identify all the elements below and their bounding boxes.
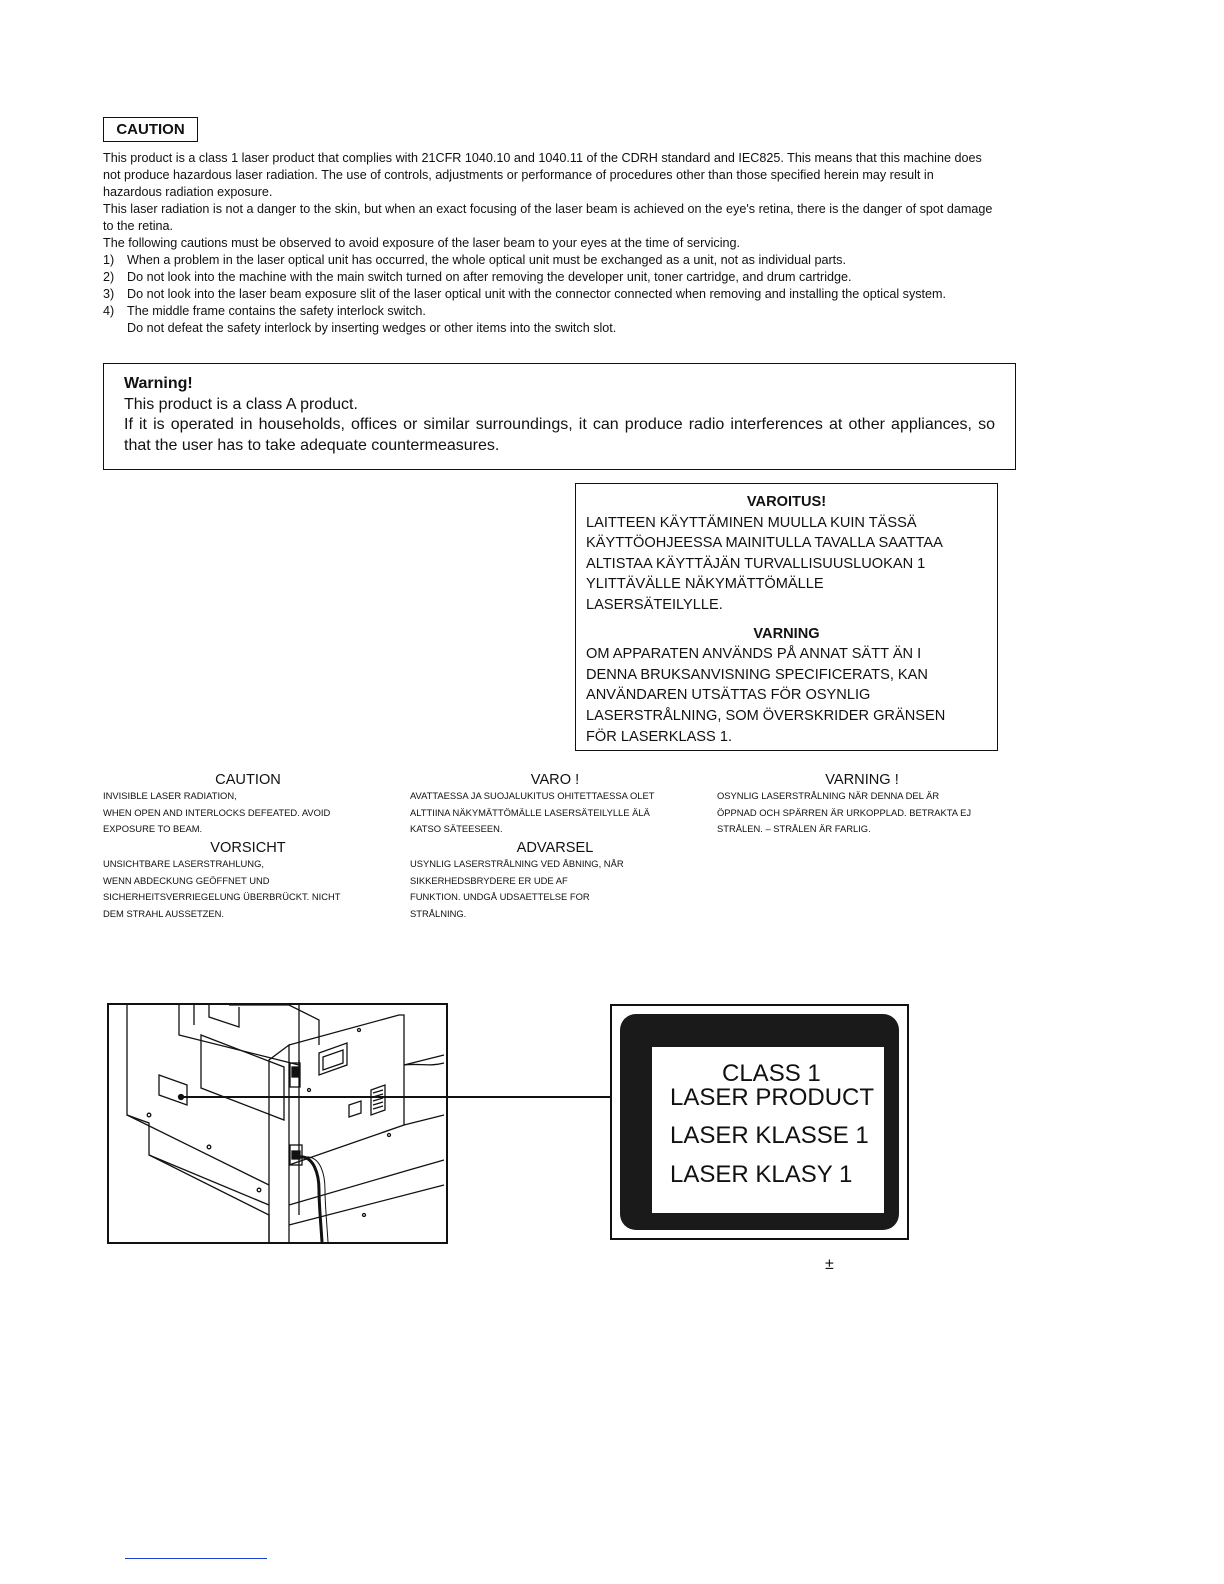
- label-line: DEM STRAHL AUSSETZEN.: [103, 907, 225, 919]
- intro-paragraph-3: The following cautions must be observed to avoid exposure of the laser beam to your eyes at the time of servicing.: [103, 236, 741, 250]
- varoitus-line: YLITTÄVÄLLE NÄKYMÄTTÖMÄLLE: [586, 576, 824, 593]
- list-item: [103, 286, 995, 303]
- label-line: EXPOSURE TO BEAM.: [103, 823, 203, 834]
- intro-paragraph-2: This laser radiation is not a danger to the skin, but when an exact focusing of the laser beam is achieved on the eye's retina, there is the danger of spot damage to the retina.: [103, 202, 993, 233]
- label-plate-border: [620, 1014, 899, 1230]
- list-number: 4): [103, 304, 115, 318]
- label-line: OSYNLIG LASERSTRÅLNING NÄR DENNA DEL ÄR: [717, 790, 940, 801]
- varoitus-title: VAROITUS!: [746, 494, 827, 510]
- label-varning-sv: [717, 772, 1007, 838]
- label-line: INVISIBLE LASER RADIATION,: [103, 790, 237, 801]
- warning-line-1: This product is a class A product.: [124, 395, 358, 413]
- caution-heading: CAUTION: [103, 117, 198, 142]
- label-line: STRÅLNING.: [410, 907, 467, 919]
- label-line: WENN ABDECKUNG GEÖFFNET UND: [103, 874, 270, 886]
- label-varo-fi: [410, 772, 700, 838]
- label-vorsicht-de: [103, 840, 393, 922]
- label-line: STRÅLEN. – STRÅLEN ÄR FARLIG.: [717, 823, 871, 834]
- label-plate-face: [652, 1047, 884, 1213]
- varning-line: DENNA BRUKSANVISNING SPECIFICERATS, KAN: [586, 666, 928, 683]
- warning-title: Warning!: [124, 375, 193, 392]
- label-line: FUNKTION. UNDGÅ UDSAETTELSE FOR: [410, 891, 590, 902]
- label-title: VARNING !: [825, 772, 899, 788]
- list-text: The middle frame contains the safety interlock switch.: [127, 304, 426, 318]
- label-line: KATSO SÄTEESEEN.: [410, 823, 503, 834]
- label-title: VORSICHT: [210, 840, 286, 856]
- label-advarsel-da: [410, 840, 700, 922]
- varoitus-line: LASERSÄTEILYLLE.: [586, 596, 723, 613]
- varning-line: FÖR LASERKLASS 1.: [586, 728, 732, 745]
- list-item: [103, 303, 995, 337]
- caution-list: [103, 252, 995, 337]
- caution-intro: [103, 150, 995, 337]
- machine-drawing: [109, 1005, 446, 1242]
- varning-line: LASERSTRÅLNING, SOM ÖVERSKRIDER GRÄNSEN: [586, 707, 946, 724]
- label-line: USYNLIG LASERSTRÅLNING VED ÅBNING, NÅR: [410, 858, 624, 869]
- intro-paragraph-1: This product is a class 1 laser product that complies with 21CFR 1040.10 and 1040.11 of the CDRH standard and IEC825. This means that this machine does not produce hazardous laser radiation. The use of controls, adjustments or performance of procedures other than those specified herein may result in hazardous radiation exposure.: [103, 151, 982, 199]
- plate-klasy-line: LASER KLASY 1: [670, 1161, 853, 1188]
- label-title: CAUTION: [215, 772, 281, 788]
- label-line: WHEN OPEN AND INTERLOCKS DEFEATED. AVOID: [103, 806, 331, 818]
- plus-minus-symbol: ±: [825, 1256, 834, 1273]
- plate-class-line: CLASS 1: [722, 1060, 821, 1087]
- list-text-continued: Do not defeat the safety interlock by inserting wedges or other items into the switch slot.: [127, 321, 617, 335]
- list-number: 1): [103, 253, 115, 267]
- varning-title: VARNING: [753, 625, 820, 642]
- label-line: SIKKERHEDSBRYDERE ER UDE AF: [410, 874, 568, 886]
- label-line: SICHERHEITSVERRIEGELUNG ÜBERBRÜCKT. NICHT: [103, 891, 341, 902]
- list-text: When a problem in the laser optical unit has occurred, the whole optical unit must be exchanged as a unit, not as individual parts.: [127, 253, 846, 267]
- list-number: 3): [103, 287, 115, 301]
- label-title: VARO !: [530, 772, 580, 788]
- list-item: [103, 269, 995, 286]
- list-text: Do not look into the machine with the main switch turned on after removing the developer unit, toner cartridge, and drum cartridge.: [127, 270, 852, 284]
- label-line: UNSICHTBARE LASERSTRAHLUNG,: [103, 858, 264, 869]
- nordic-warning-box: [575, 483, 998, 751]
- machine-rear-illustration: [107, 1003, 448, 1244]
- warning-line-2: If it is operated in households, offices or similar surroundings, it can produce radio interferences at other appliances, so that the user has to take adequate countermeasures.: [124, 416, 995, 454]
- varoitus-line: ALTISTAA KÄYTTÄJÄN TURVALLISUUSLUOKAN 1: [586, 555, 926, 572]
- laser-class-label: [610, 1004, 909, 1240]
- footer-rule: [125, 1558, 267, 1559]
- label-line: ÖPPNAD OCH SPÄRREN ÄR URKOPPLAD. BETRAKTA EJ: [717, 806, 972, 818]
- varning-line: OM APPARATEN ANVÄNDS PÅ ANNAT SÄTT ÄN I: [586, 646, 922, 663]
- varoitus-line: KÄYTTÖOHJEESSA MAINITULLA TAVALLA SAATTAA: [586, 535, 943, 552]
- class-a-warning-box: [103, 363, 1016, 470]
- label-caution-en: [103, 772, 393, 838]
- list-number: 2): [103, 270, 115, 284]
- plate-product-line: LASER PRODUCT: [670, 1084, 875, 1111]
- label-title: ADVARSEL: [516, 840, 594, 856]
- label-line: ALTTIINA NÄKYMÄTTÖMÄLLE LASERSÄTEILYLLE ÄLÄ: [410, 806, 650, 818]
- plate-klasse-line: LASER KLASSE 1: [670, 1122, 869, 1149]
- list-text: Do not look into the laser beam exposure slit of the laser optical unit with the connector connected when removing and installing the optical system.: [127, 287, 947, 301]
- varoitus-line: LAITTEEN KÄYTTÄMINEN MUULLA KUIN TÄSSÄ: [586, 514, 917, 531]
- label-leader-line: [183, 1096, 613, 1098]
- varning-line: ANVÄNDAREN UTSÄTTAS FÖR OSYNLIG: [586, 687, 871, 704]
- label-line: AVATTAESSA JA SUOJALUKITUS OHITETTAESSA OLET: [410, 790, 655, 801]
- list-item: [103, 252, 995, 269]
